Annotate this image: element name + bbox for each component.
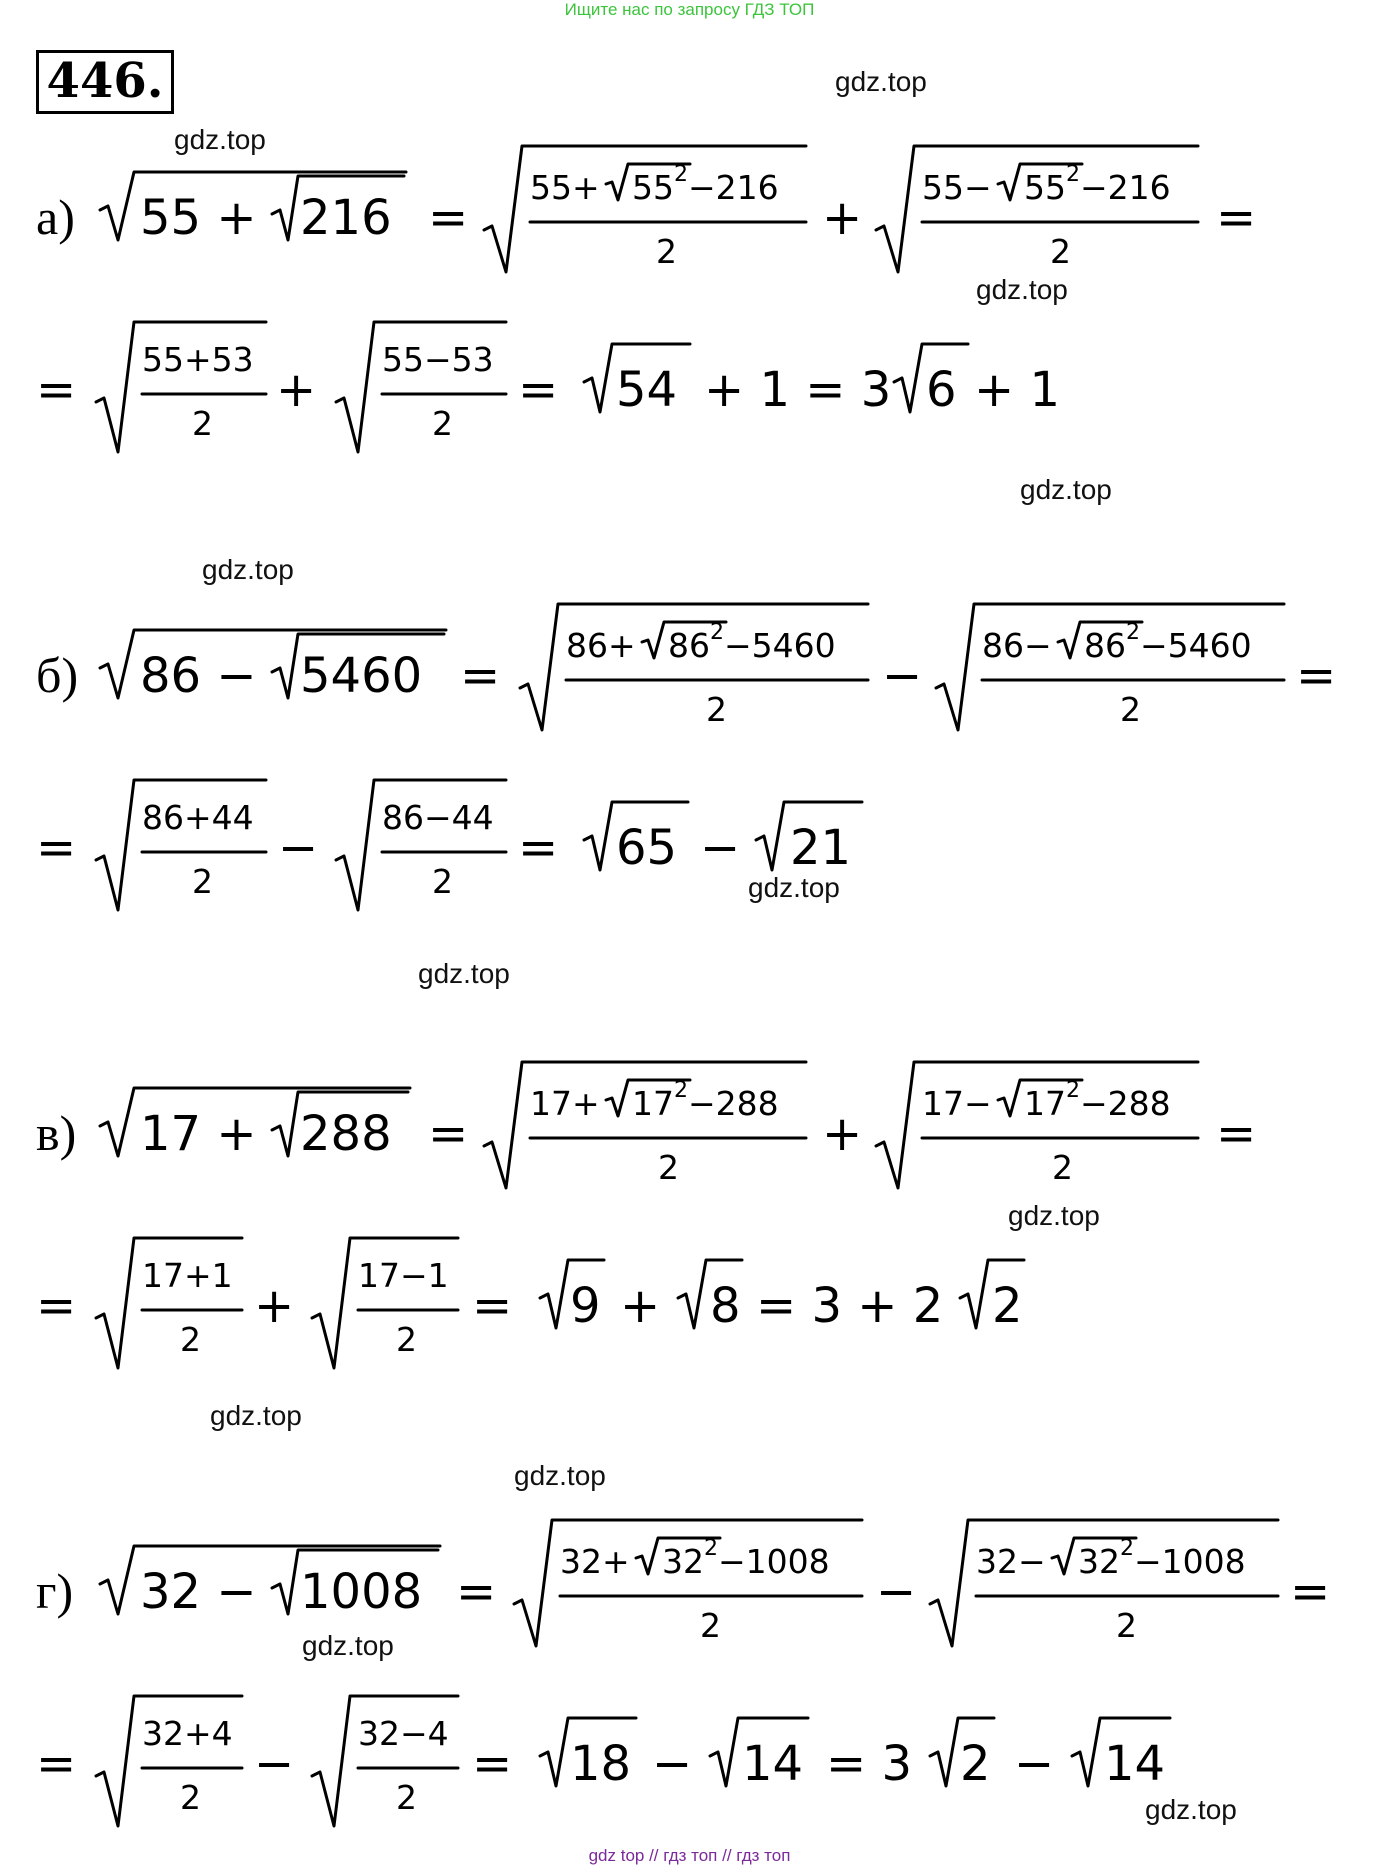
exponent: 2	[710, 620, 724, 645]
radicand: 6	[926, 362, 957, 418]
exponent: 2	[674, 1078, 688, 1103]
expression-mid: −	[652, 1736, 693, 1792]
part-label: а)	[36, 189, 75, 245]
problem-number: 446.	[36, 50, 174, 114]
radicand: 18	[570, 1736, 632, 1792]
watermark: gdz.top	[174, 124, 266, 155]
fraction-numerator-a: 32−	[976, 1542, 1046, 1581]
lhs-outer: 55 +	[140, 190, 257, 246]
radicand: 2	[992, 1278, 1023, 1334]
equals-sign: =	[36, 820, 77, 876]
fraction-numerator-b: 32	[662, 1542, 704, 1581]
operator: −	[876, 1564, 917, 1620]
lhs-outer: 17 +	[140, 1106, 257, 1162]
lhs-outer: 32 −	[140, 1564, 257, 1620]
watermark: gdz.top	[976, 274, 1068, 305]
radicand: 65	[616, 820, 678, 876]
fraction-numerator-c: −5460	[724, 626, 836, 665]
radicand: 8	[710, 1278, 741, 1334]
watermark: gdz.top	[1145, 1794, 1237, 1825]
equals-sign: =	[472, 1736, 513, 1792]
fraction-numerator-a: 55−	[922, 168, 992, 207]
fraction-numerator-c: −216	[1080, 168, 1171, 207]
fraction-denominator: 2	[700, 1606, 721, 1645]
exponent: 2	[1066, 1078, 1080, 1103]
equals-sign: =	[518, 820, 559, 876]
fraction-numerator-c: −216	[688, 168, 779, 207]
fraction-numerator-b: 86	[1084, 626, 1126, 665]
expression-mid: +	[620, 1278, 661, 1334]
watermark: gdz.top	[210, 1400, 302, 1431]
operator: +	[822, 190, 863, 246]
fraction-denominator: 2	[658, 1148, 679, 1187]
fraction-denominator: 2	[396, 1778, 417, 1817]
expression-tail: −	[1014, 1736, 1055, 1792]
fraction-numerator-c: −1008	[1134, 1542, 1246, 1581]
fraction-numerator: 32−4	[358, 1714, 449, 1753]
fraction-numerator: 17−1	[358, 1256, 449, 1295]
fraction-numerator-a: 86−	[982, 626, 1052, 665]
equals-sign: =	[460, 648, 501, 704]
fraction-numerator-c: −5460	[1140, 626, 1252, 665]
lhs-inner: 1008	[300, 1564, 423, 1620]
expression-end: + 1	[974, 362, 1061, 418]
fraction-denominator: 2	[180, 1320, 201, 1359]
equals-sign: =	[428, 190, 469, 246]
fraction-denominator: 2	[192, 404, 213, 443]
watermark: gdz.top	[835, 66, 927, 97]
fraction-numerator: 86+44	[142, 798, 254, 837]
fraction-denominator: 2	[656, 232, 677, 271]
equals-sign: =	[36, 362, 77, 418]
radicand: 9	[570, 1278, 601, 1334]
part-label: б)	[36, 647, 79, 703]
fraction-numerator-b: 17	[1024, 1084, 1066, 1123]
top-banner: Ищите нас по запросу ГДЗ ТОП	[564, 0, 815, 19]
lhs-inner: 216	[300, 190, 392, 246]
equals-sign: =	[1216, 190, 1257, 246]
part-label: г)	[36, 1563, 74, 1619]
exponent: 2	[674, 162, 688, 187]
operator: −	[254, 1736, 295, 1792]
expression-mid: + 1 = 3	[704, 362, 892, 418]
watermark: gdz.top	[302, 1630, 394, 1661]
expression-mid: −	[700, 820, 741, 876]
fraction-numerator-a: 55+	[530, 168, 600, 207]
exponent: 2	[704, 1536, 718, 1561]
fraction-numerator-b: 32	[1078, 1542, 1120, 1581]
operator: −	[278, 820, 319, 876]
fraction-numerator-c: −288	[1080, 1084, 1171, 1123]
fraction-numerator-b: 55	[1024, 168, 1066, 207]
fraction-numerator-a: 17−	[922, 1084, 992, 1123]
fraction-denominator: 2	[432, 404, 453, 443]
radicand: 14	[742, 1736, 804, 1792]
watermark: gdz.top	[1008, 1200, 1100, 1231]
expression-end: = 3 + 2	[756, 1278, 944, 1334]
exponent: 2	[1120, 1536, 1134, 1561]
part-label: в)	[36, 1105, 77, 1161]
operator: +	[276, 362, 317, 418]
operator: +	[822, 1106, 863, 1162]
equals-sign: =	[456, 1564, 497, 1620]
fraction-numerator: 86−44	[382, 798, 494, 837]
fraction-numerator: 55−53	[382, 340, 494, 379]
fraction-numerator: 17+1	[142, 1256, 233, 1295]
equals-sign: =	[428, 1106, 469, 1162]
lhs-inner: 5460	[300, 648, 423, 704]
fraction-denominator: 2	[432, 862, 453, 901]
equals-sign: =	[472, 1278, 513, 1334]
expression-end: = 3	[826, 1736, 913, 1792]
equals-sign: =	[1290, 1564, 1331, 1620]
radicand: 21	[790, 820, 852, 876]
operator: −	[882, 648, 923, 704]
fraction-numerator: 32+4	[142, 1714, 233, 1753]
exponent: 2	[1066, 162, 1080, 187]
lhs-inner: 288	[300, 1106, 392, 1162]
fraction-numerator-a: 32+	[560, 1542, 630, 1581]
fraction-numerator-b: 55	[632, 168, 674, 207]
equals-sign: =	[1216, 1106, 1257, 1162]
watermark: gdz.top	[418, 958, 510, 989]
fraction-denominator: 2	[192, 862, 213, 901]
equals-sign: =	[518, 362, 559, 418]
fraction-denominator: 2	[1120, 690, 1141, 729]
fraction-numerator-a: 86+	[566, 626, 636, 665]
fraction-numerator-b: 17	[632, 1084, 674, 1123]
fraction-numerator-a: 17+	[530, 1084, 600, 1123]
lhs-outer: 86 −	[140, 648, 257, 704]
fraction-numerator-c: −1008	[718, 1542, 830, 1581]
radicand: 54	[616, 362, 678, 418]
radicand: 2	[960, 1736, 991, 1792]
fraction-denominator: 2	[706, 690, 727, 729]
watermark: gdz.top	[748, 872, 840, 903]
equals-sign: =	[36, 1736, 77, 1792]
exponent: 2	[1126, 620, 1140, 645]
watermark: gdz.top	[514, 1460, 606, 1491]
fraction-denominator: 2	[180, 1778, 201, 1817]
equals-sign: =	[1296, 648, 1337, 704]
footer-watermark: gdz top // гдз топ // гдз топ	[588, 1846, 791, 1865]
fraction-denominator: 2	[1116, 1606, 1137, 1645]
operator: +	[254, 1278, 295, 1334]
radicand: 14	[1104, 1736, 1166, 1792]
fraction-numerator: 55+53	[142, 340, 254, 379]
fraction-numerator-b: 86	[668, 626, 710, 665]
fraction-denominator: 2	[1052, 1148, 1073, 1187]
fraction-denominator: 2	[396, 1320, 417, 1359]
fraction-denominator: 2	[1050, 232, 1071, 271]
equals-sign: =	[36, 1278, 77, 1334]
watermark: gdz.top	[202, 554, 294, 585]
fraction-numerator-c: −288	[688, 1084, 779, 1123]
watermark: gdz.top	[1020, 474, 1112, 505]
